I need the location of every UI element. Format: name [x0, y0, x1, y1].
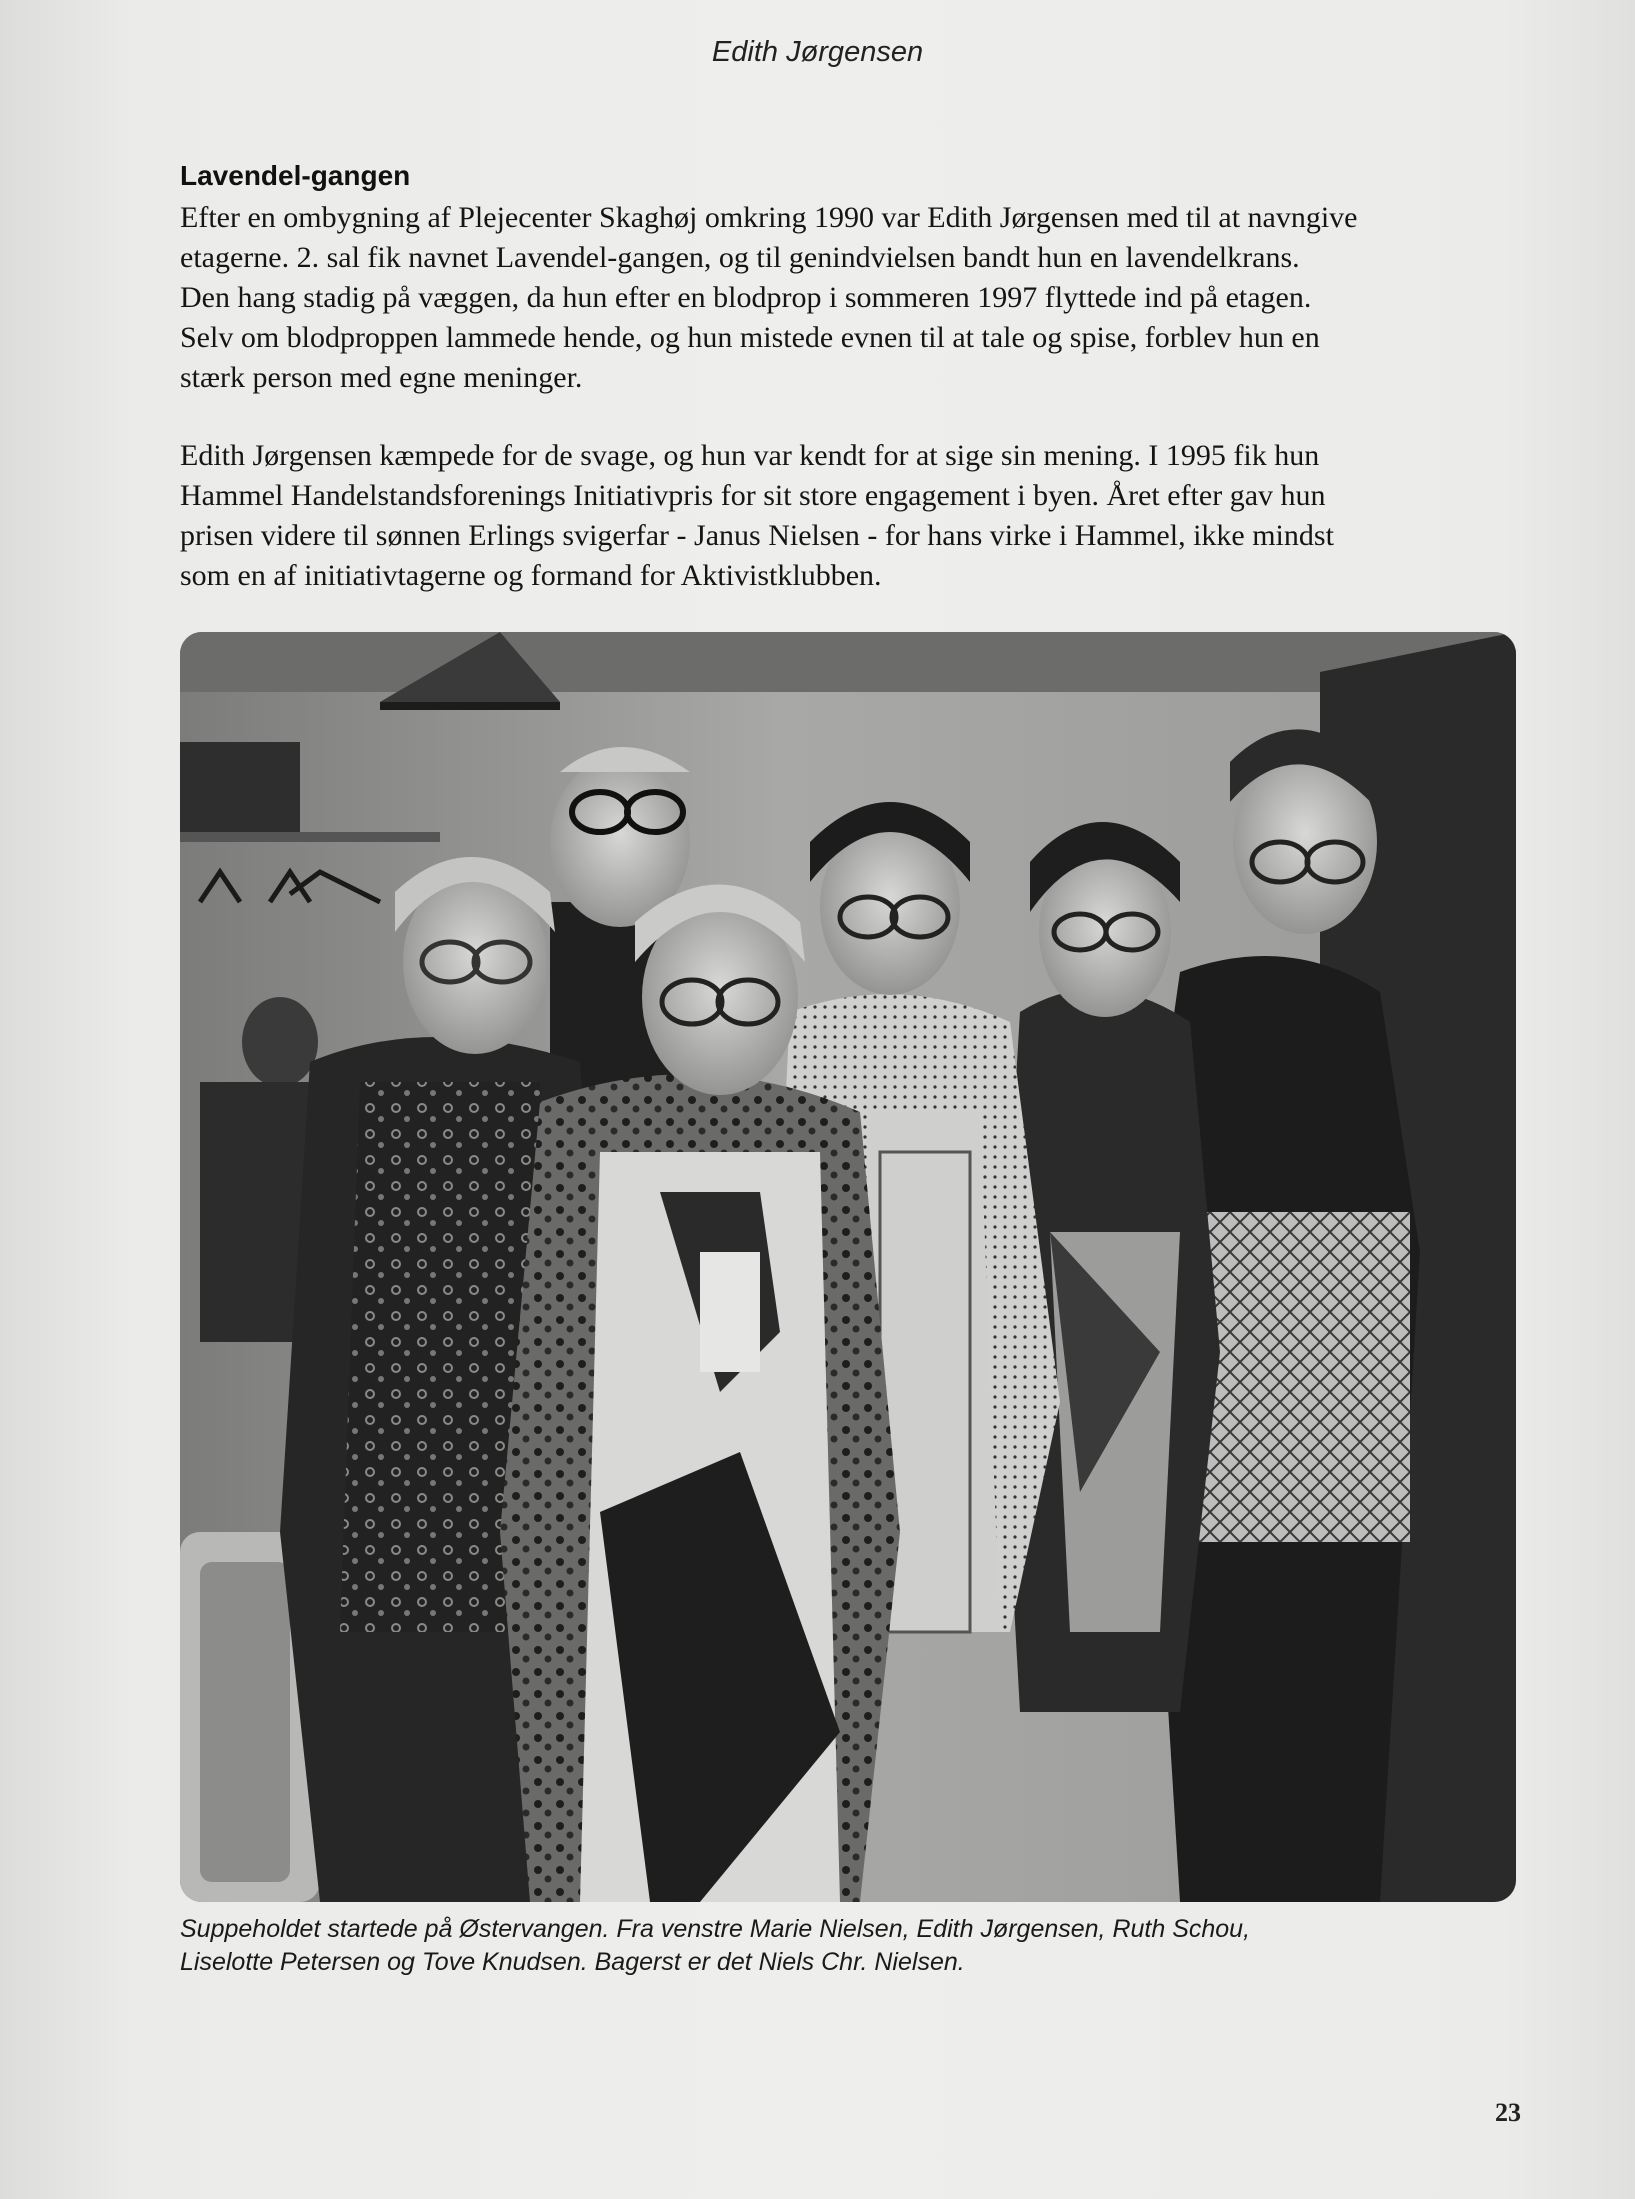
paragraph-line: Selv om blodproppen lammede hende, og hun mistede evnen til at tale og spise, forblev hun en [180, 321, 1320, 354]
caption-line: Liselotte Petersen og Tove Knudsen. Bagerst er det Niels Chr. Nielsen. [180, 1948, 965, 1976]
paragraph-line: etagerne. 2. sal fik navnet Lavendel-gangen, og til genindvielsen bandt hun en lavendelkrans. [180, 241, 1300, 274]
group-photo [180, 632, 1516, 1902]
section-heading: Lavendel-gangen [180, 160, 411, 191]
paragraph-line: Den hang stadig på væggen, da hun efter en blodprop i sommeren 1997 flyttede ind på etagen. [180, 281, 1312, 314]
photo-caption [180, 1913, 1520, 1979]
paragraph-line: stærk person med egne meninger. [180, 361, 583, 394]
caption-line: Suppeholdet startede på Østervangen. Fra venstre Marie Nielsen, Edith Jørgensen, Ruth Schou, [180, 1915, 1251, 1943]
paragraph-2 [180, 436, 1514, 596]
paragraph-line: prisen videre til sønnen Erlings svigerfar - Janus Nielsen - for hans virke i Hammel, ikke mindst [180, 519, 1334, 552]
paragraph-1 [180, 198, 1514, 398]
paragraph-line: Efter en ombygning af Plejecenter Skaghøj omkring 1990 var Edith Jørgensen med til at navngive [180, 201, 1358, 234]
paragraph-line: som en af initiativtagerne og formand for Aktivistklubben. [180, 559, 882, 592]
paragraph-line: Hammel Handelstandsforenings Initiativpris for sit store engagement i byen. Året efter gav hun [180, 479, 1326, 512]
paragraph-line: Edith Jørgensen kæmpede for de svage, og hun var kendt for at sige sin mening. I 1995 fik hun [180, 439, 1320, 472]
page-number: 23 [1495, 2098, 1521, 2127]
running-header: Edith Jørgensen [711, 36, 924, 68]
